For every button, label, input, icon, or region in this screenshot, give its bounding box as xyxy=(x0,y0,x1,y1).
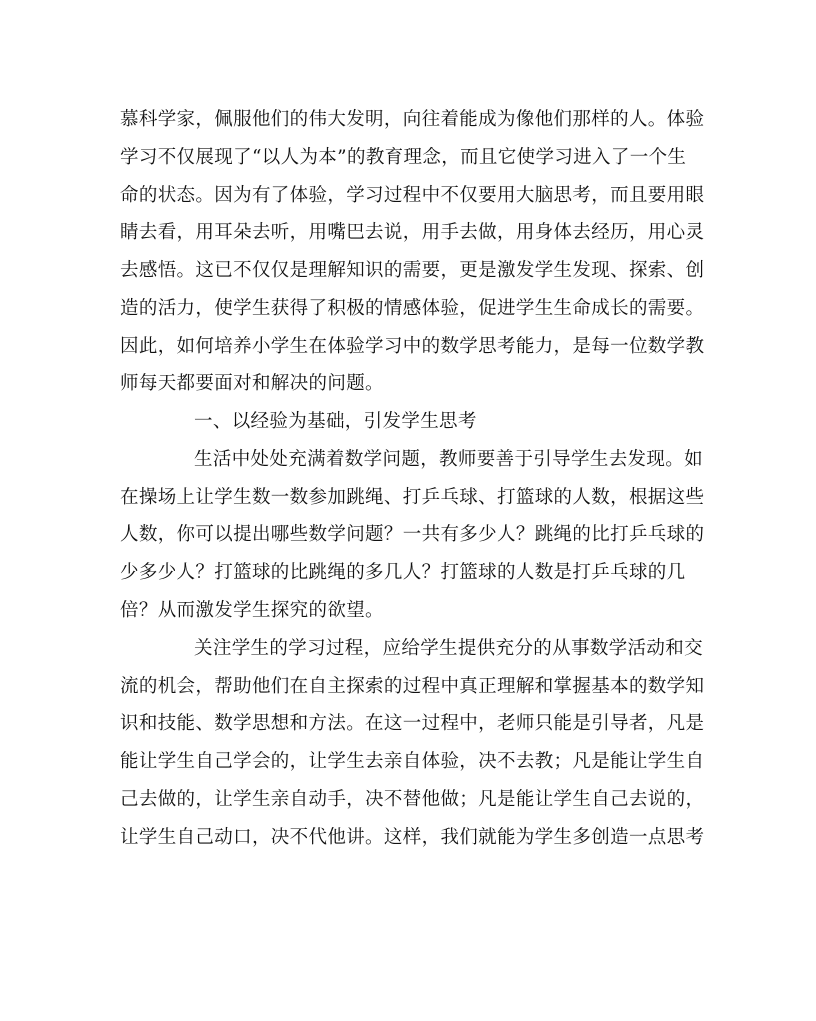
text-line-10: 生活中处处充满着数学问题，教师要善于引导学生去发现。如 xyxy=(194,449,703,470)
text-line-15: 关注学生的学习过程，应给学生提供充分的从事数学活动和交 xyxy=(194,638,703,659)
section-heading: 一、以经验为基础，引发学生思考 xyxy=(194,411,477,432)
text-line-14: 倍？从而激发学生探究的欲望。 xyxy=(120,600,384,621)
text-line-11: 在操场上让学生数一数参加跳绳、打乒乓球、打篮球的人数，根据这些 xyxy=(120,487,705,508)
text-line-18: 能让学生自己学会的，让学生去亲自体验，决不去教；凡是能让学生自 xyxy=(120,751,705,772)
text-line-16: 流的机会，帮助他们在自主探索的过程中真正理解和掌握基本的数学知 xyxy=(120,676,705,697)
text-line-4: 睛去看，用耳朵去听，用嘴巴去说，用手去做，用身体去经历，用心灵 xyxy=(120,222,705,243)
text-line-12: 人数，你可以提出哪些数学问题？一共有多少人？跳绳的比打乒乓球的 xyxy=(120,524,705,545)
text-line-20: 让学生自己动口，决不代他讲。这样，我们就能为学生多创造一点思考 xyxy=(120,827,705,848)
text-line-5: 去感悟。这已不仅仅是理解知识的需要，更是激发学生发现、探索、创 xyxy=(120,260,705,281)
text-line-13: 少多少人？打篮球的比跳绳的多几人？打篮球的人数是打乒乓球的几 xyxy=(120,562,686,583)
text-line-1: 慕科学家，佩服他们的伟大发明，向往着能成为像他们那样的人。体验 xyxy=(120,109,705,130)
text-line-3: 命的状态。因为有了体验，学习过程中不仅要用大脑思考，而且要用眼 xyxy=(120,185,705,206)
text-line-7: 因此，如何培养小学生在体验学习中的数学思考能力，是每一位数学教 xyxy=(120,336,705,357)
text-line-8: 师每天都要面对和解决的问题。 xyxy=(120,373,384,394)
text-line-17: 识和技能、数学思想和方法。在这一过程中，老师只能是引导者，凡是 xyxy=(120,713,705,734)
text-line-19: 己去做的，让学生亲自动手，决不替他做；凡是能让学生自己去说的， xyxy=(120,789,705,810)
text-line-2: 学习不仅展现了“以人为本”的教育理念，而且它使学习进入了一个生 xyxy=(120,147,687,168)
text-line-6: 造的活力，使学生获得了积极的情感体验，促进学生生命成长的需要。 xyxy=(120,298,705,319)
